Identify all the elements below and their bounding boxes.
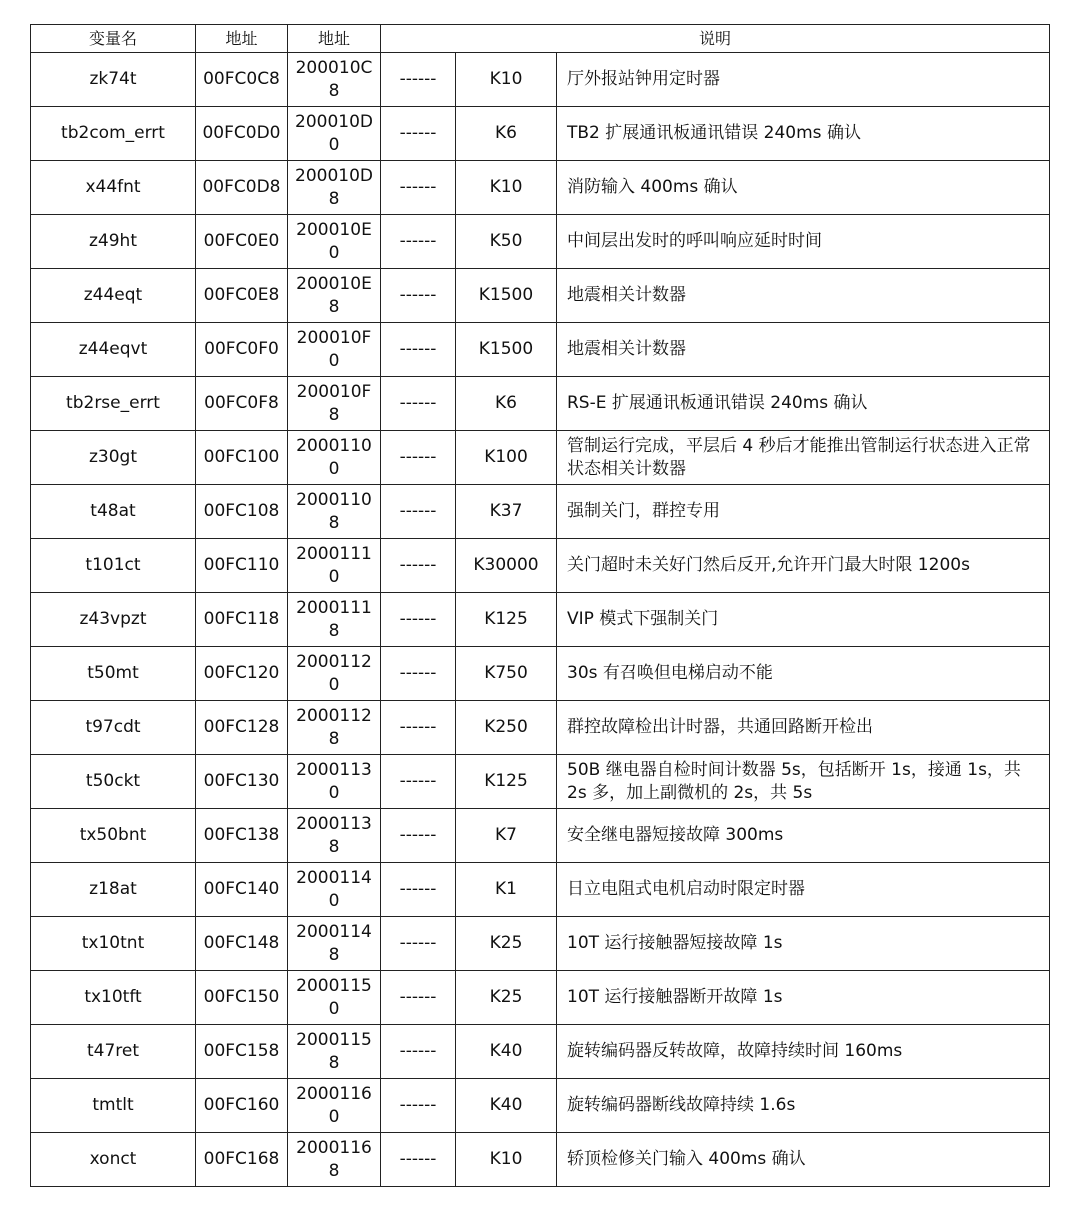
address-1-cell: 00FC158 bbox=[196, 1025, 288, 1079]
variable-name-cell: tx10tnt bbox=[31, 917, 196, 971]
description-cell: 中间层出发时的呼叫响应延时时间 bbox=[557, 215, 1050, 269]
table-row bbox=[31, 485, 1050, 539]
description-cell: TB2 扩展通讯板通讯错误 240ms 确认 bbox=[557, 107, 1050, 161]
description-cell: 消防输入 400ms 确认 bbox=[557, 161, 1050, 215]
address-2-cell: 20001108 bbox=[288, 485, 381, 539]
header-variable-name: 变量名 bbox=[31, 25, 196, 53]
dash-cell: ------ bbox=[381, 917, 456, 971]
address-1-cell: 00FC168 bbox=[196, 1133, 288, 1187]
table-row bbox=[31, 1133, 1050, 1187]
dash-cell: ------ bbox=[381, 755, 456, 809]
table-row bbox=[31, 323, 1050, 377]
header-address-2: 地址 bbox=[288, 25, 381, 53]
variable-name-cell: t101ct bbox=[31, 539, 196, 593]
dash-cell: ------ bbox=[381, 593, 456, 647]
table-row bbox=[31, 269, 1050, 323]
dash-cell: ------ bbox=[381, 647, 456, 701]
constant-cell: K1500 bbox=[456, 269, 557, 323]
description-cell: VIP 模式下强制关门 bbox=[557, 593, 1050, 647]
variable-name-cell: tb2com_errt bbox=[31, 107, 196, 161]
address-2-cell: 20001168 bbox=[288, 1133, 381, 1187]
constant-cell: K1500 bbox=[456, 323, 557, 377]
table-row bbox=[31, 53, 1050, 107]
table-body bbox=[31, 53, 1050, 1187]
address-1-cell: 00FC108 bbox=[196, 485, 288, 539]
dash-cell: ------ bbox=[381, 215, 456, 269]
dash-cell: ------ bbox=[381, 539, 456, 593]
address-2-cell: 20001100 bbox=[288, 431, 381, 485]
dash-cell: ------ bbox=[381, 1079, 456, 1133]
dash-cell: ------ bbox=[381, 1133, 456, 1187]
description-cell: 30s 有召唤但电梯启动不能 bbox=[557, 647, 1050, 701]
constant-cell: K7 bbox=[456, 809, 557, 863]
constant-cell: K125 bbox=[456, 755, 557, 809]
address-1-cell: 00FC160 bbox=[196, 1079, 288, 1133]
table-header-row bbox=[31, 25, 1050, 53]
dash-cell: ------ bbox=[381, 809, 456, 863]
variable-name-cell: z49ht bbox=[31, 215, 196, 269]
table-row bbox=[31, 215, 1050, 269]
variable-name-cell: z44eqvt bbox=[31, 323, 196, 377]
table-row bbox=[31, 107, 1050, 161]
constant-cell: K30000 bbox=[456, 539, 557, 593]
table-row bbox=[31, 539, 1050, 593]
address-1-cell: 00FC150 bbox=[196, 971, 288, 1025]
constant-cell: K10 bbox=[456, 1133, 557, 1187]
table-row bbox=[31, 755, 1050, 809]
address-2-cell: 200010D0 bbox=[288, 107, 381, 161]
address-1-cell: 00FC0E8 bbox=[196, 269, 288, 323]
constant-cell: K100 bbox=[456, 431, 557, 485]
description-cell: 强制关门，群控专用 bbox=[557, 485, 1050, 539]
address-1-cell: 00FC130 bbox=[196, 755, 288, 809]
address-1-cell: 00FC148 bbox=[196, 917, 288, 971]
table-row bbox=[31, 161, 1050, 215]
constant-cell: K37 bbox=[456, 485, 557, 539]
dash-cell: ------ bbox=[381, 1025, 456, 1079]
address-2-cell: 20001110 bbox=[288, 539, 381, 593]
address-1-cell: 00FC140 bbox=[196, 863, 288, 917]
address-2-cell: 20001160 bbox=[288, 1079, 381, 1133]
header-description: 说明 bbox=[381, 25, 1050, 53]
address-1-cell: 00FC120 bbox=[196, 647, 288, 701]
table-row bbox=[31, 431, 1050, 485]
table-row bbox=[31, 701, 1050, 755]
constant-cell: K1 bbox=[456, 863, 557, 917]
description-cell: 厅外报站钟用定时器 bbox=[557, 53, 1050, 107]
address-1-cell: 00FC110 bbox=[196, 539, 288, 593]
address-2-cell: 200010E8 bbox=[288, 269, 381, 323]
dash-cell: ------ bbox=[381, 431, 456, 485]
dash-cell: ------ bbox=[381, 701, 456, 755]
table-row bbox=[31, 1079, 1050, 1133]
variable-table-sheet bbox=[30, 24, 1049, 1187]
constant-cell: K250 bbox=[456, 701, 557, 755]
address-2-cell: 200010D8 bbox=[288, 161, 381, 215]
description-cell: 10T 运行接触器断开故障 1s bbox=[557, 971, 1050, 1025]
description-cell: 旋转编码器断线故障持续 1.6s bbox=[557, 1079, 1050, 1133]
variable-name-cell: z44eqt bbox=[31, 269, 196, 323]
description-cell: 地震相关计数器 bbox=[557, 269, 1050, 323]
constant-cell: K40 bbox=[456, 1025, 557, 1079]
variable-name-cell: tb2rse_errt bbox=[31, 377, 196, 431]
description-cell: 10T 运行接触器短接故障 1s bbox=[557, 917, 1050, 971]
dash-cell: ------ bbox=[381, 971, 456, 1025]
variable-table bbox=[30, 24, 1050, 1187]
table-row bbox=[31, 809, 1050, 863]
address-2-cell: 20001150 bbox=[288, 971, 381, 1025]
dash-cell: ------ bbox=[381, 323, 456, 377]
constant-cell: K6 bbox=[456, 377, 557, 431]
variable-name-cell: t50ckt bbox=[31, 755, 196, 809]
address-1-cell: 00FC0C8 bbox=[196, 53, 288, 107]
variable-name-cell: tx50bnt bbox=[31, 809, 196, 863]
dash-cell: ------ bbox=[381, 107, 456, 161]
description-cell: RS-E 扩展通讯板通讯错误 240ms 确认 bbox=[557, 377, 1050, 431]
description-cell: 50B 继电器自检时间计数器 5s，包括断开 1s，接通 1s，共 2s 多，加上副微机的 2s，共 5s bbox=[557, 755, 1050, 809]
variable-name-cell: t50mt bbox=[31, 647, 196, 701]
variable-name-cell: t47ret bbox=[31, 1025, 196, 1079]
constant-cell: K40 bbox=[456, 1079, 557, 1133]
dash-cell: ------ bbox=[381, 863, 456, 917]
address-2-cell: 20001138 bbox=[288, 809, 381, 863]
constant-cell: K10 bbox=[456, 53, 557, 107]
constant-cell: K750 bbox=[456, 647, 557, 701]
table-row bbox=[31, 1025, 1050, 1079]
description-cell: 安全继电器短接故障 300ms bbox=[557, 809, 1050, 863]
constant-cell: K10 bbox=[456, 161, 557, 215]
address-2-cell: 200010F0 bbox=[288, 323, 381, 377]
table-row bbox=[31, 917, 1050, 971]
description-cell: 管制运行完成，平层后 4 秒后才能推出管制运行状态进入正常状态相关计数器 bbox=[557, 431, 1050, 485]
description-cell: 地震相关计数器 bbox=[557, 323, 1050, 377]
dash-cell: ------ bbox=[381, 269, 456, 323]
address-1-cell: 00FC0F8 bbox=[196, 377, 288, 431]
address-1-cell: 00FC0E0 bbox=[196, 215, 288, 269]
dash-cell: ------ bbox=[381, 485, 456, 539]
variable-name-cell: tmtlt bbox=[31, 1079, 196, 1133]
variable-name-cell: xonct bbox=[31, 1133, 196, 1187]
dash-cell: ------ bbox=[381, 377, 456, 431]
table-row bbox=[31, 647, 1050, 701]
address-2-cell: 20001130 bbox=[288, 755, 381, 809]
address-1-cell: 00FC138 bbox=[196, 809, 288, 863]
address-1-cell: 00FC0D0 bbox=[196, 107, 288, 161]
address-2-cell: 20001158 bbox=[288, 1025, 381, 1079]
constant-cell: K50 bbox=[456, 215, 557, 269]
table-row bbox=[31, 971, 1050, 1025]
table-row bbox=[31, 377, 1050, 431]
dash-cell: ------ bbox=[381, 161, 456, 215]
dash-cell: ------ bbox=[381, 53, 456, 107]
constant-cell: K6 bbox=[456, 107, 557, 161]
variable-name-cell: t48at bbox=[31, 485, 196, 539]
header-address-1: 地址 bbox=[196, 25, 288, 53]
address-1-cell: 00FC100 bbox=[196, 431, 288, 485]
address-2-cell: 20001148 bbox=[288, 917, 381, 971]
address-1-cell: 00FC118 bbox=[196, 593, 288, 647]
address-2-cell: 200010E0 bbox=[288, 215, 381, 269]
address-2-cell: 20001120 bbox=[288, 647, 381, 701]
address-2-cell: 20001128 bbox=[288, 701, 381, 755]
address-2-cell: 200010C8 bbox=[288, 53, 381, 107]
address-1-cell: 00FC0D8 bbox=[196, 161, 288, 215]
variable-name-cell: t97cdt bbox=[31, 701, 196, 755]
variable-name-cell: x44fnt bbox=[31, 161, 196, 215]
variable-name-cell: zk74t bbox=[31, 53, 196, 107]
address-1-cell: 00FC0F0 bbox=[196, 323, 288, 377]
variable-name-cell: tx10tft bbox=[31, 971, 196, 1025]
variable-name-cell: z18at bbox=[31, 863, 196, 917]
constant-cell: K125 bbox=[456, 593, 557, 647]
variable-name-cell: z43vpzt bbox=[31, 593, 196, 647]
address-2-cell: 20001140 bbox=[288, 863, 381, 917]
address-1-cell: 00FC128 bbox=[196, 701, 288, 755]
address-2-cell: 200010F8 bbox=[288, 377, 381, 431]
constant-cell: K25 bbox=[456, 917, 557, 971]
description-cell: 日立电阻式电机启动时限定时器 bbox=[557, 863, 1050, 917]
description-cell: 群控故障检出计时器，共通回路断开检出 bbox=[557, 701, 1050, 755]
table-row bbox=[31, 863, 1050, 917]
address-2-cell: 20001118 bbox=[288, 593, 381, 647]
description-cell: 轿顶检修关门输入 400ms 确认 bbox=[557, 1133, 1050, 1187]
table-row bbox=[31, 593, 1050, 647]
description-cell: 关门超时未关好门然后反开,允许开门最大时限 1200s bbox=[557, 539, 1050, 593]
description-cell: 旋转编码器反转故障，故障持续时间 160ms bbox=[557, 1025, 1050, 1079]
constant-cell: K25 bbox=[456, 971, 557, 1025]
variable-name-cell: z30gt bbox=[31, 431, 196, 485]
